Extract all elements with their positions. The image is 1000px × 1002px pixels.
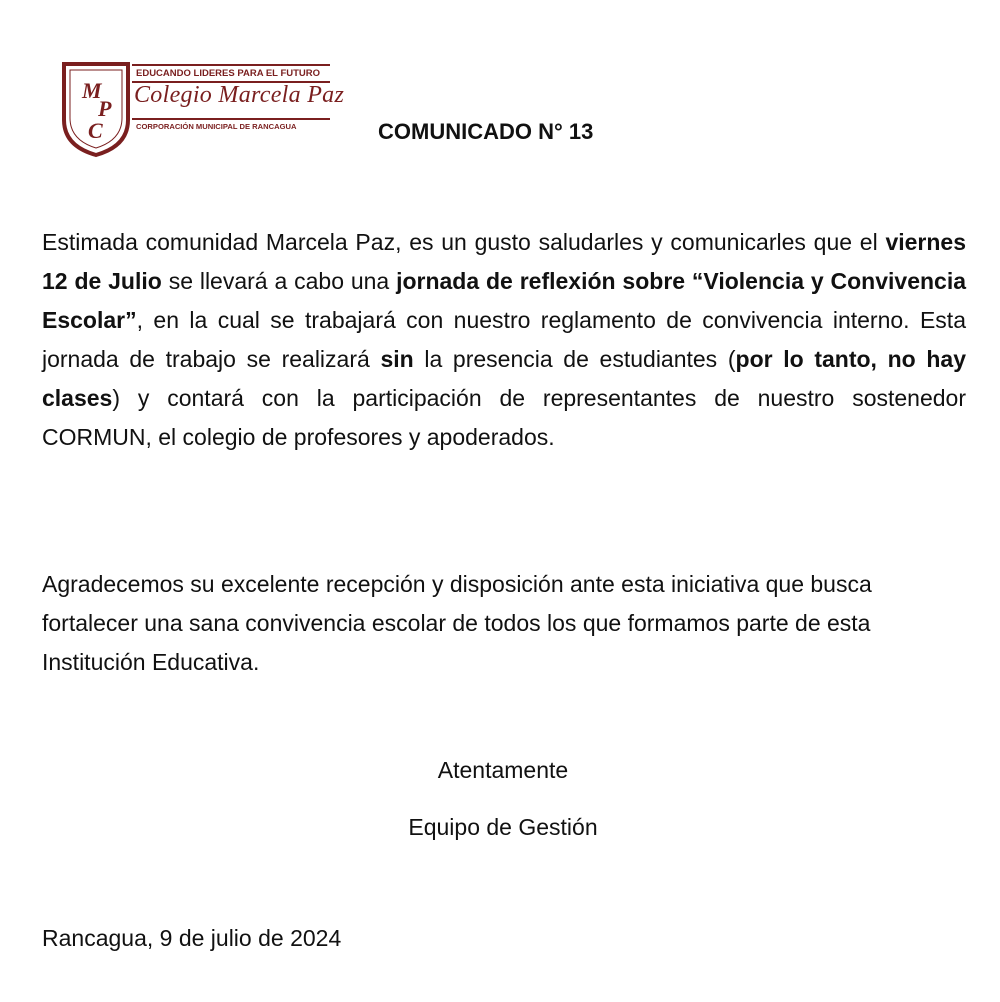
p1-bold-no-classes: por lo tanto, no hay clases [42, 346, 966, 411]
p1-bold-sin: sin [380, 346, 414, 372]
svg-text:P: P [98, 96, 112, 121]
p1-text-4: la presencia de estudiantes ( [413, 346, 736, 372]
shield-emblem-icon [60, 60, 132, 158]
svg-text:M: M [82, 78, 102, 103]
logo-rule-top [132, 64, 330, 66]
school-logo [60, 60, 345, 160]
closing-signature: Equipo de Gestión [408, 814, 598, 840]
logo-school-name: Colegio Marcela Paz [134, 82, 345, 108]
logo-text-block [132, 60, 345, 158]
closing-salutation: Atentamente [437, 757, 569, 783]
p1-bold-date: viernes 12 de Julio [42, 229, 966, 294]
p1-text-1: Estimada comunidad Marcela Paz, es un gusto saludarles y comunicarles que el [42, 229, 886, 255]
p1-text-2: se llevará a cabo una [161, 268, 397, 294]
p1-text-5: ) y contará con la participación de representantes de nuestro sostenedor CORMUN, el colegio de profesores y apoderados. [42, 385, 966, 450]
document-title: COMUNICADO N° 13 [378, 119, 594, 144]
place-and-date: Rancagua, 9 de julio de 2024 [42, 925, 342, 951]
svg-text:C: C [88, 118, 103, 143]
p1-bold-event: jornada de reflexión sobre “Violencia y Convivencia Escolar” [42, 268, 967, 333]
logo-corporation: CORPORACIÓN MUNICIPAL DE RANCAGUA [136, 122, 297, 131]
logo-rule-lower [132, 118, 330, 120]
body-paragraph-thanks: Agradecemos su excelente recepción y disposición ante esta iniciativa que busca fortalecer una sana convivencia escolar de todos los que formamos parte de esta Institución Educativa. [42, 571, 872, 675]
logo-motto: EDUCANDO LIDERES PARA EL FUTURO [136, 68, 321, 79]
body-paragraph-announcement [42, 223, 966, 457]
p1-text-3: , en la cual se trabajará con nuestro reglamento de convivencia interno. Esta jornada de trabajo se realizará [42, 307, 966, 372]
